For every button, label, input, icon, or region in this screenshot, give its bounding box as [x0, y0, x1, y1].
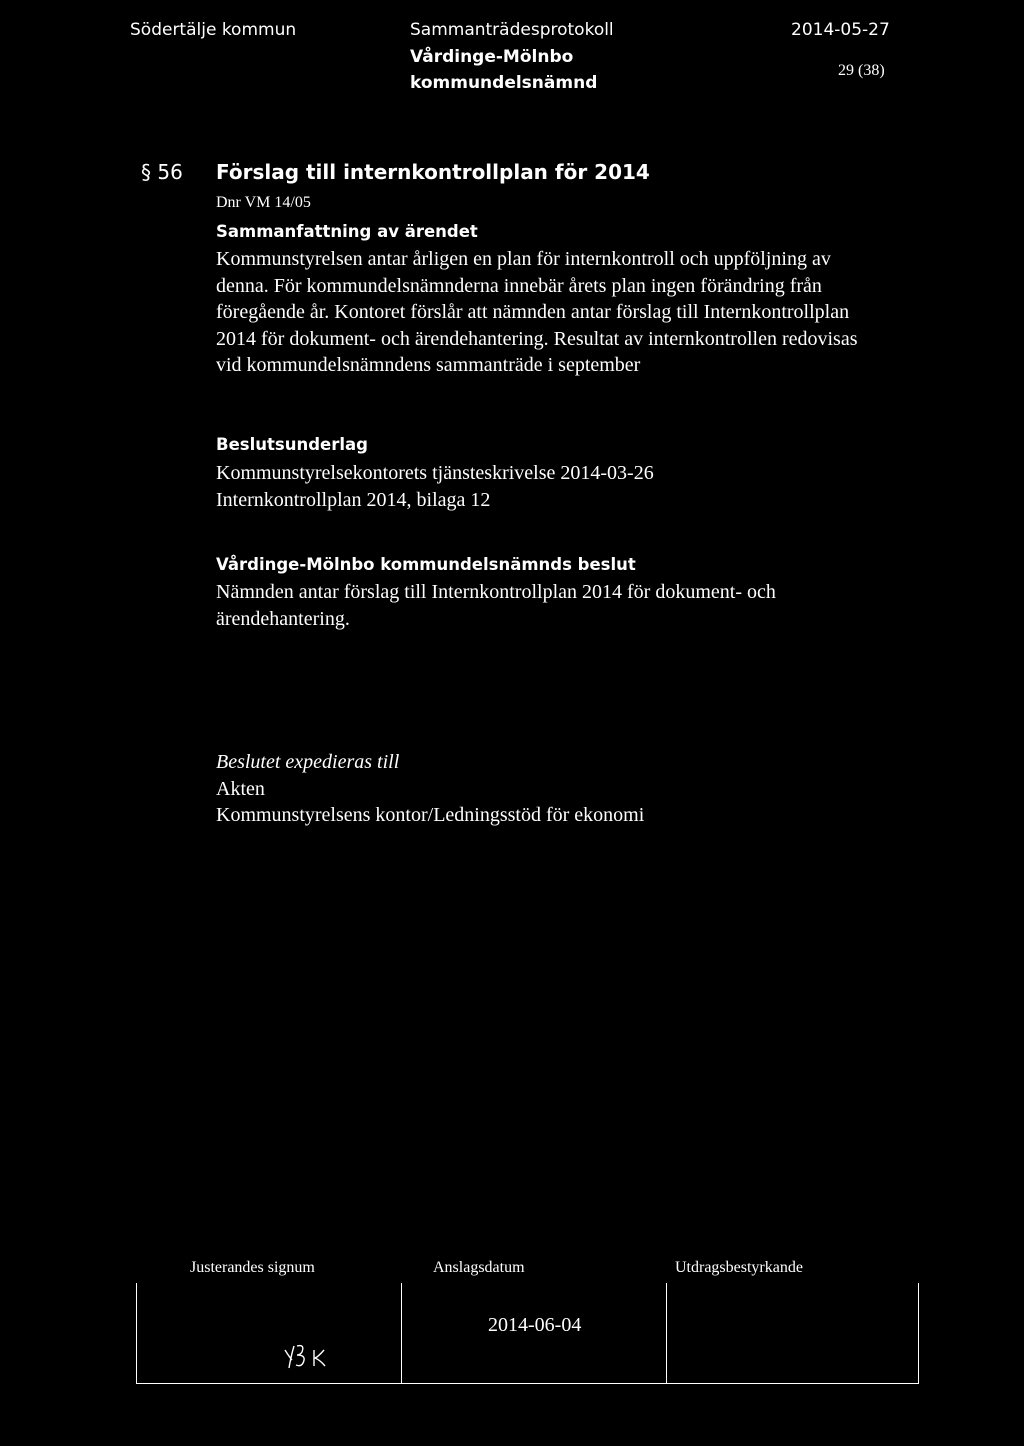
- section-title: Förslag till internkontrollplan för 2014: [216, 160, 650, 184]
- diary-number: Dnr VM 14/05: [216, 194, 311, 211]
- meeting-date: 2014-05-27: [791, 20, 890, 40]
- dispatch-heading: Beslutet expedieras till: [216, 751, 400, 773]
- signature-initials: [280, 1336, 340, 1372]
- section-number-value: 56: [157, 160, 183, 184]
- dispatch-block: [216, 749, 644, 829]
- summary-line: vid kommundelsnämndens sammanträde i september: [216, 354, 641, 376]
- basis-heading: Beslutsunderlag: [216, 435, 368, 454]
- footer-border-left: [136, 1283, 137, 1384]
- summary-line: 2014 för dokument- och ärendehantering. Resultat av internkontrollen redovisas: [216, 327, 858, 350]
- decision-text: [216, 579, 776, 632]
- basis-text: [216, 460, 654, 513]
- page-number: 29 (38): [838, 62, 885, 79]
- summary-line: föregående år. Kontoret förslår att nämnden antar förslag till Internkontrollplan: [216, 301, 850, 323]
- decision-line: ärendehantering.: [216, 607, 350, 630]
- summary-heading: Sammanfattning av ärendet: [216, 222, 478, 241]
- anslag-date: 2014-06-04: [488, 1314, 582, 1336]
- footer-label-anslagsdatum: Anslagsdatum: [433, 1259, 525, 1276]
- section-symbol: §: [141, 160, 151, 184]
- decision-line: Nämnden antar förslag till Internkontrollplan 2014 för dokument- och: [216, 581, 776, 603]
- footer-label-signum: Justerandes signum: [190, 1259, 315, 1276]
- decision-heading: Vårdinge-Mölnbo kommundelsnämnds beslut: [216, 555, 636, 574]
- basis-line: Internkontrollplan 2014, bilaga 12: [216, 488, 491, 511]
- committee-name-line2: kommundelsnämnd: [410, 73, 598, 93]
- summary-text: [216, 246, 857, 379]
- section-number: [141, 160, 183, 184]
- basis-line: Kommunstyrelsekontorets tjänsteskrivelse 2014-03-26: [216, 462, 654, 484]
- document-type: Sammanträdesprotokoll: [410, 20, 614, 40]
- footer-border-divider-2: [666, 1283, 667, 1384]
- committee-name-line1: Vårdinge-Mölnbo: [410, 47, 574, 67]
- summary-line: denna. För kommundelsnämnderna innebär årets plan ingen förändring från: [216, 274, 822, 297]
- dispatch-recipient: Kommunstyrelsens kontor/Ledningsstöd för ekonomi: [216, 804, 645, 826]
- footer-label-utdragsbestyrkande: Utdragsbestyrkande: [675, 1259, 803, 1276]
- footer-border-right: [918, 1283, 919, 1384]
- municipality-name: Södertälje kommun: [130, 20, 297, 40]
- footer-border-divider-1: [401, 1283, 402, 1384]
- summary-line: Kommunstyrelsen antar årligen en plan för internkontroll och uppföljning av: [216, 248, 831, 270]
- dispatch-recipient: Akten: [216, 777, 265, 800]
- footer-border-bottom: [136, 1383, 919, 1384]
